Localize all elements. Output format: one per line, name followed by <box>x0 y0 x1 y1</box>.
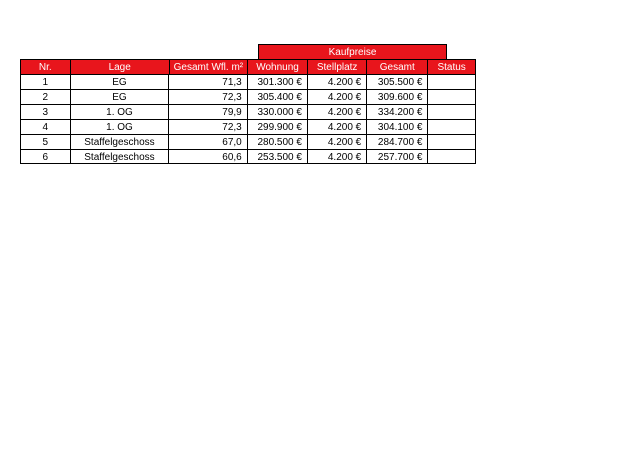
cell-wohnung: 330.000 € <box>247 104 307 119</box>
cell-gesamt: 305.500 € <box>366 74 427 89</box>
cell-wfl: 67,0 <box>168 134 246 149</box>
cell-nr: 6 <box>20 149 70 164</box>
cell-wfl: 72,3 <box>168 89 246 104</box>
price-table <box>20 44 476 164</box>
cell-stellplatz: 4.200 € <box>307 104 366 119</box>
table-row <box>20 119 476 134</box>
group-spacer <box>20 44 258 59</box>
cell-status <box>427 134 476 149</box>
cell-stellplatz: 4.200 € <box>307 149 366 164</box>
cell-lage: Staffelgeschoss <box>70 134 169 149</box>
cell-nr: 2 <box>20 89 70 104</box>
table-body <box>20 74 476 164</box>
header-gesamt: Gesamt <box>366 59 427 74</box>
cell-wfl: 72,3 <box>168 119 246 134</box>
table-row <box>20 104 476 119</box>
table-row <box>20 134 476 149</box>
cell-wfl: 79,9 <box>168 104 246 119</box>
cell-lage: 1. OG <box>70 119 169 134</box>
cell-stellplatz: 4.200 € <box>307 119 366 134</box>
column-header-row <box>20 59 476 74</box>
table-row <box>20 74 476 89</box>
table-row <box>20 89 476 104</box>
header-lage: Lage <box>70 59 169 74</box>
header-wfl: Gesamt Wfl. m² <box>169 59 247 74</box>
header-wohnung: Wohnung <box>247 59 307 74</box>
group-header-row <box>20 44 476 59</box>
cell-wohnung: 280.500 € <box>247 134 307 149</box>
cell-stellplatz: 4.200 € <box>307 74 366 89</box>
cell-gesamt: 334.200 € <box>366 104 427 119</box>
cell-lage: 1. OG <box>70 104 169 119</box>
cell-nr: 4 <box>20 119 70 134</box>
header-status: Status <box>427 59 476 74</box>
cell-wohnung: 299.900 € <box>247 119 307 134</box>
cell-status <box>427 119 476 134</box>
cell-gesamt: 309.600 € <box>366 89 427 104</box>
cell-gesamt: 304.100 € <box>366 119 427 134</box>
table-row <box>20 149 476 164</box>
cell-status <box>427 149 476 164</box>
cell-wfl: 71,3 <box>168 74 246 89</box>
cell-wohnung: 305.400 € <box>247 89 307 104</box>
cell-status <box>427 74 476 89</box>
cell-stellplatz: 4.200 € <box>307 134 366 149</box>
cell-lage: Staffelgeschoss <box>70 149 169 164</box>
cell-gesamt: 284.700 € <box>366 134 427 149</box>
cell-status <box>427 89 476 104</box>
cell-wohnung: 301.300 € <box>247 74 307 89</box>
cell-nr: 5 <box>20 134 70 149</box>
header-nr: Nr. <box>20 59 70 74</box>
cell-lage: EG <box>70 74 169 89</box>
cell-gesamt: 257.700 € <box>366 149 427 164</box>
cell-lage: EG <box>70 89 169 104</box>
group-header-kaufpreise: Kaufpreise <box>258 44 447 59</box>
cell-wohnung: 253.500 € <box>247 149 307 164</box>
cell-wfl: 60,6 <box>168 149 246 164</box>
header-stellplatz: Stellplatz <box>307 59 366 74</box>
cell-nr: 1 <box>20 74 70 89</box>
cell-status <box>427 104 476 119</box>
cell-nr: 3 <box>20 104 70 119</box>
cell-stellplatz: 4.200 € <box>307 89 366 104</box>
